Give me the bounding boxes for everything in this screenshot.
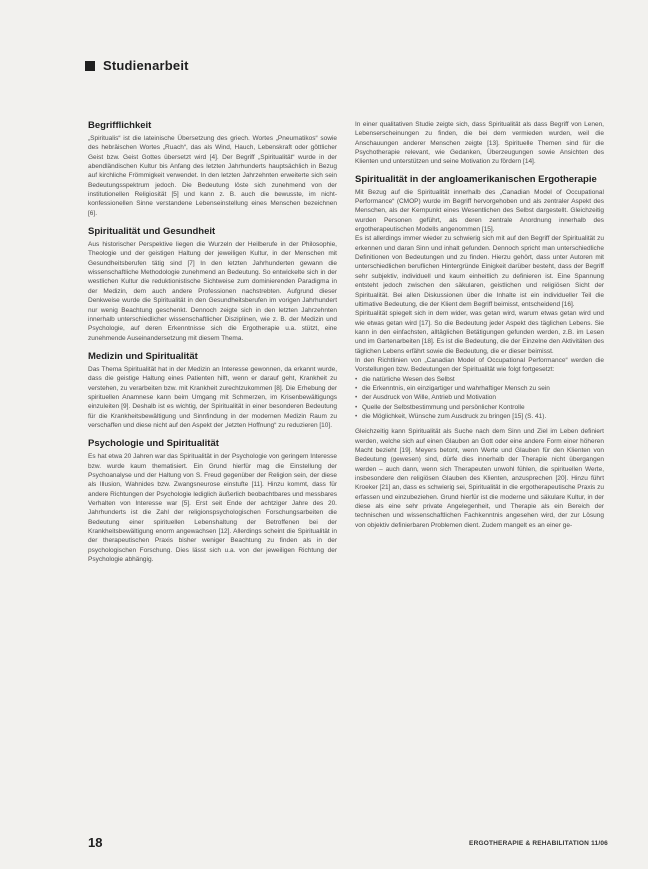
paragraph: Aus historischer Perspektive liegen die Wurzeln der Heilberufe in der Philosophie, Theologie und der geistigen Haltung der jeweiligen Kultur, in der Menschen mit Gesundheitsberufen tätig sind [7] In den letzten Jahrhunderten gewann die wissenschaftliche Methodologie zunehmend an Bedeutung. So entwickelte sich in der westlichen Kultur die reduktionistische Sichtweise zum dominierenden Paradigma in der Medizin, dem auch andere Professionen nachstrebten. Aufgrund dieser Denkweise wurde die Spiritualität in den Gesundheitsberufen im vorigen Jahrhundert nur wenig Beachtung geschenkt. Dennoch zeigte sich in den letzten Jahrzehnten innerhalb unterschiedlicher wissenschaftlicher Disziplinen, wie z. B. der Medizin und Psychologie, auf deren Erkenntnisse sich die Ergotherapie u.a. stützt, eine zunehmende Auseinandersetzung mit diesem Thema. (88, 241, 337, 342)
intro-paragraph: In einer qualitativen Studie zeigte sich, dass Spiritualität als dass Begriff von Lenen, Lebenserscheinungen zu finden, die bei dem vermieden wurden, weil die Anschauungen anderer Menschen zeigte [13]. Spirituelle Themen sind für die Psychotherapie relevant, wie Gedanken, Überzeugungen sowie Ansichten des Klienten und unterstützen und seine Motivation zu fördern [14]. (355, 121, 604, 166)
list-item: • der Ausdruck von Wille, Antrieb und Motivation (355, 393, 604, 402)
section-heading: Begrifflichkeit (88, 120, 152, 131)
list-item: • die Erkenntnis, ein einzigartiger und wahrhaftiger Mensch zu sein (355, 384, 604, 393)
section-medizin-spiritualitaet (88, 351, 337, 430)
paragraph: Es ist allerdings immer wieder zu schwierig sich mit auf den Begriff der Spiritualität zu erkennen und daran Sinn und inhalt gefunden. Dennoch spricht man unterschiedliche Definitionen von Bedeutungen und zu finden. Hierzu gehört, dass unter Autoren mit unterschiedlichen beruflichen Hintergründe Einigkeit darüber besteht, dass der Begriff sehr subjektiv, individuell und kaum einheitlich zu definieren ist. Eine Spannung entsteht jedoch zwischen den säkularen, geistlichen und religiösen Sicht der Spiritualität. Bei allen Diskussionen über die Inhalte ist ein individueller Teil die ultimative Bedeutung, die der Klient dem Begriff beimisst, entscheidend [16]. (355, 235, 604, 308)
list-item: • die Möglichkeit, Wünsche zum Ausdruck zu bringen [15] (S. 41). (355, 412, 604, 421)
section-marker-icon (85, 61, 95, 71)
bullet-list (355, 375, 604, 422)
list-item: • die natürliche Wesen des Selbst (355, 375, 604, 384)
paragraph: Das Thema Spiritualität hat in der Medizin an Interesse gewonnen, da erkannt wurde, dass die geistige Haltung eines Patienten hilft, wenn er darauf geht, Krankheit zu verstehen, zu verarbeiten bzw. mit Krankheit zurechtzukommen [8]. Die Erhebung der spirituellen Anamnese kann beim Umgang mit Schmerzen, im Krisenbewältigungs einzuleiten [9]. Deshalb ist es wichtig, der Spiritualität in einer besonderen Bedeutung für die Krankheitsbewältigung und Sinnfindung in der modernen Medizin Raum zu verschaffen und diese nicht auf den Aspekt der „letzten Hoffnung“ zu reduzieren [10]. (88, 365, 337, 429)
section-title: Studienarbeit (103, 58, 189, 73)
list-item: • Quelle der Selbstbestimmung und persönlicher Kontrolle (355, 403, 604, 412)
paragraph: „Spiritualis“ ist die lateinische Übersetzung des griech. Wortes „Pneumatikos“ sowie des hebräischen Wortes „Ruach“, das als Wind, Hauch, Lebenskraft oder göttlicher Geist bzw. Geist Gottes übersetzt wird [4]. Der Begriff „Spiritualität“ wurde in der abendländischen Kultur bis Anfang des letzten Jahrhunderts hauptsächlich in Bezug auf kirchliche Frömmigkeit verwendet. In den letzten Jahrzehnten erweiterte sich sein Bedeutungsspektrum jedoch. Die Bedeutung löste sich zunehmend von der institutionellen Religiosität [5] und kann z. B. auch die bewusste, im nicht-konfessionellen Sinne verstandene Lebenseinstellung eines Menschen bezeichnen [6]. (88, 135, 337, 217)
section-psychologie-spiritualitaet (88, 438, 337, 564)
section-header (85, 58, 189, 73)
right-column (355, 120, 604, 530)
paragraph: Mit Bezug auf die Spiritualität innerhalb des „Canadian Model of Occupational Performance“ (CMOP) wurde im Begriff hervorgehoben und als zentraler Aspekt des Menschen, als der Kernpunkt eines Wesentlichen des Selbst dargestellt. Gleichzeitig wurden Personen geführt, als deren zentrale Anordnung innerhalb des ergotherapeutischen Modells angenommen [15]. (355, 188, 604, 234)
paragraph: In den Richtlinien von „Canadian Model of Occupational Performance“ werden die Vorstellungen bzw. Bedeutungen der Spiritualität wie folgt fortgesetzt: (355, 356, 604, 374)
section-heading: Psychologie und Spiritualität (88, 438, 219, 450)
journal-footer: ERGOTHERAPIE & REHABILITATION 11/06 (469, 840, 608, 847)
paragraph: Spiritualität spiegelt sich in dem wider, was getan wird, warum etwas getan wird und wie etwas getan wird [17]. So die Bedeutung jeder Aspekt des täglichen Lebens. Sie kann in den einfachsten, alltäglichen Betätigungen gefunden werden, z.B. im Lesen und im Gartenarbeiten [18]. Es ist die Bedeutung, die der Einzelne den Aktivitäten des täglichen Lebens erfährt sowie die Bedeutung, die er dieser beimisst. (355, 310, 604, 355)
paragraph: Es hat etwa 20 Jahren war das Spiritualität in der Psychologie von geringem Interesse bzw. wurde kaum thematisiert. Ein Grund hierfür mag die Einstellung der Psychoanalyse und der Haltung von S. Freud gegenüber der Religion sein, der diese als Illusion, Wahnides bzw. Zwangsneurose einstufte [11]. Hinzu kommt, dass für andere Richtungen der Psychologie lediglich äußerlich beobachtbares und messbares Verhalten von Interesse war [5]. Erst seit Ende der achtziger Jahre des 20. Jahrhunderts ist die Zahl der religionspsychologischen Forschungsarbeiten die Bedeutung einer spirituellen Lebenshaltung der Betroffenen bei der Krankheitsbewältigung enorm angewachsen [12]. Allerdings scheint die Spiritualität in der therapeutischen Praxis bisher weniger Beachtung zu finden als in der psychologischen Forschung. Dies lässt sich u.a. von der jeweiligen Richtung der Psychologie abhängig. (88, 453, 337, 564)
closing-paragraph: Gleichzeitig kann Spiritualität als Suche nach dem Sinn und Ziel im Leben definiert werden, welche sich auf einen Glauben an Gott oder eine andere Form einer höheren Macht bezieht [19]. Meyers betont, wenn Werte und Glauben für den Klienten von Bedeutung (gewesen) sind, dürfe dies innerhalb der Therapie nicht übergangen werden – auch dann, wenn sich Therapeuten unwohl fühlen, die spirituellen Werte, insbesondere den religiösen Glauben des Klienten, anzusprechen [20]. Hinzu führt Kroeker [21] an, dass es schwierig sei, Spiritualität in die ergotherapeutische Praxis zu erfassen und einzubeziehen. Grund hierfür ist die moderne und säkulare Kultur, in der diese als eine sehr private Angelegenheit, und Therapie als ein Bereich der technischen und wissenschaftlichen Fachkenntnis angesehen wird, der zur Lösung von objektiv definierbaren Problemen dient. Zudem mangelt es an einer ge- (355, 428, 604, 529)
section-begrifflichkeit (88, 120, 337, 218)
page-number: 18 (88, 835, 103, 850)
section-heading: Spiritualität und Gesundheit (88, 226, 216, 238)
section-spiritualitaet-gesundheit (88, 226, 337, 343)
section-heading: Spiritualität in der angloamerikanischen Ergotherapie (355, 173, 597, 185)
section-heading: Medizin und Spiritualität (88, 350, 198, 362)
left-column (88, 120, 337, 564)
